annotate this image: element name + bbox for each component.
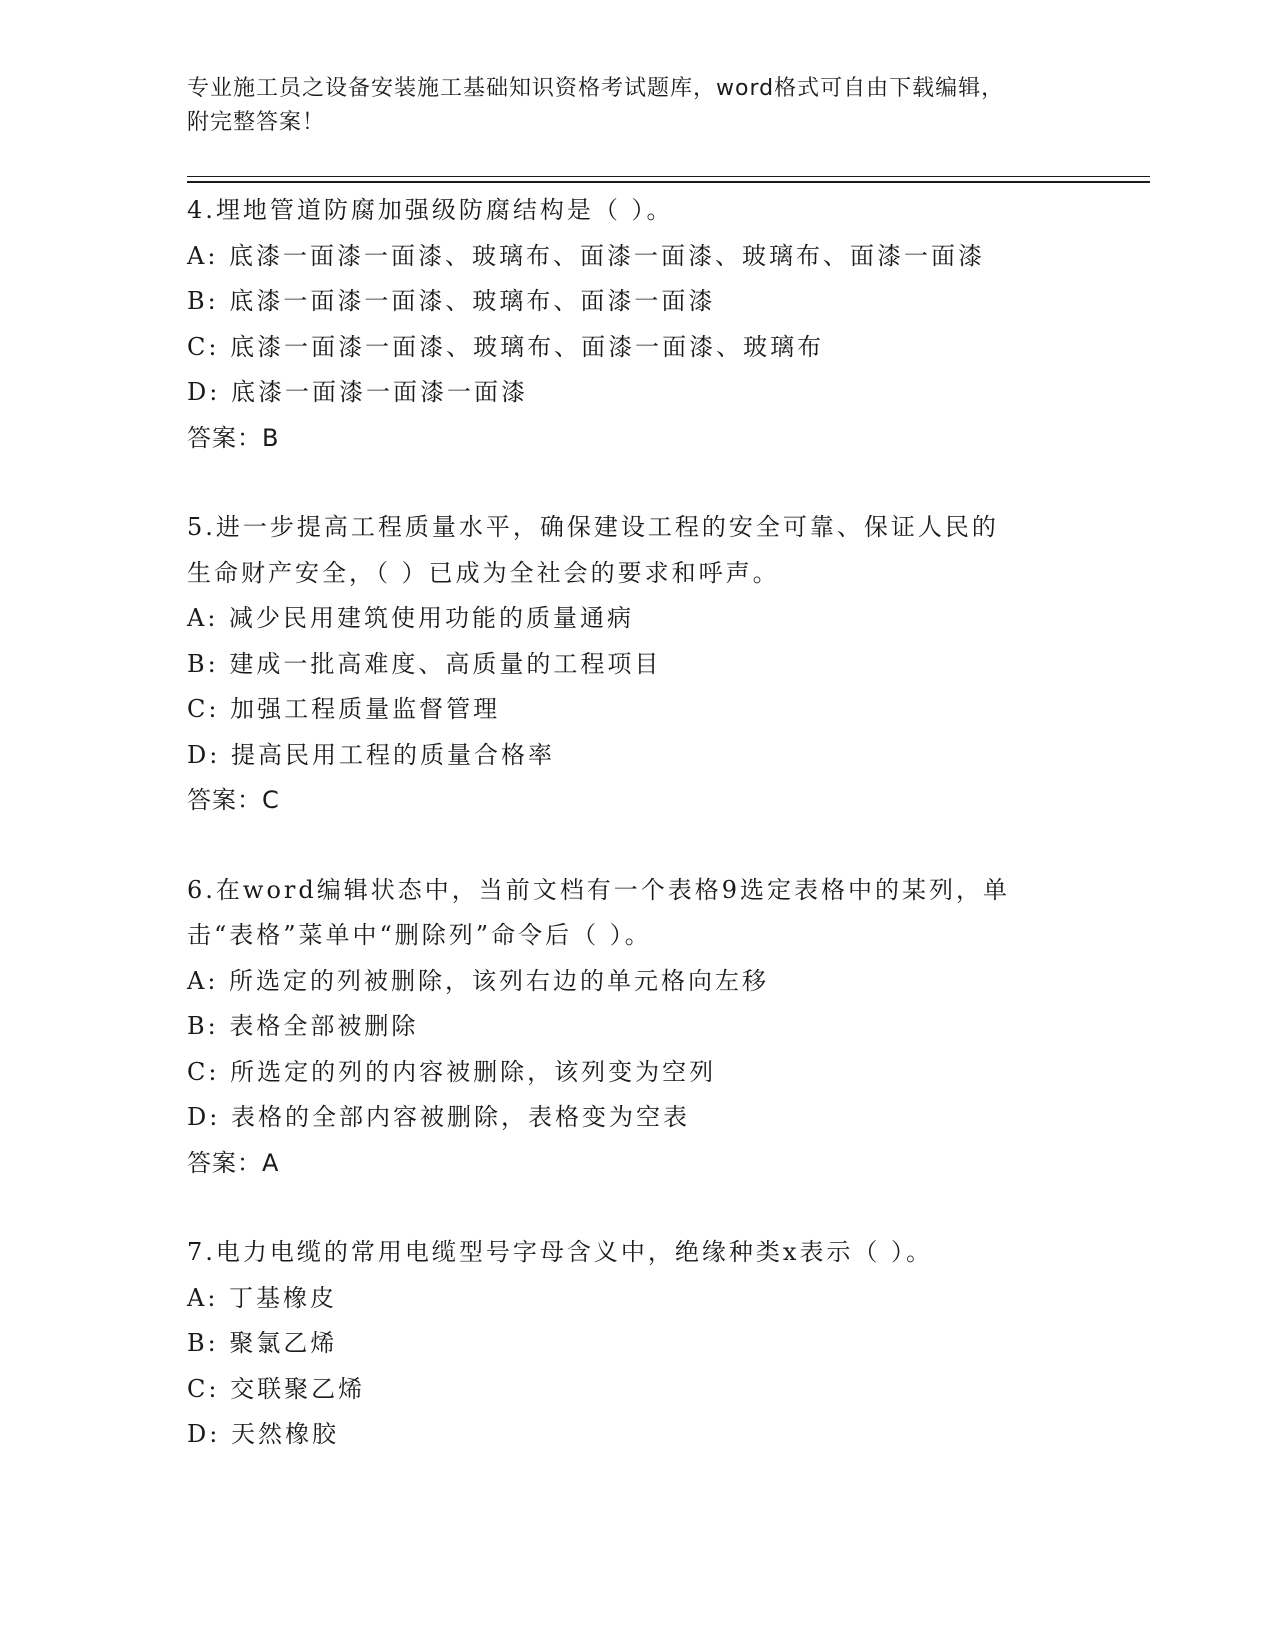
option-b: B: 建成一批高难度、高质量的工程项目 <box>187 649 662 678</box>
question-5 <box>187 505 1087 824</box>
header-divider-thin <box>187 176 1150 177</box>
option-b: B: 聚氯乙烯 <box>187 1329 338 1357</box>
option-c: C: 所选定的列的内容被删除，该列变为空列 <box>187 1057 717 1086</box>
option-d: D: 表格的全部内容被删除，表格变为空表 <box>187 1103 690 1131</box>
question-list <box>187 188 1087 1502</box>
answer-label: 答案：C <box>187 786 280 814</box>
option-a: A: 底漆一面漆一面漆、玻璃布、面漆一面漆、玻璃布、面漆一面漆 <box>187 241 986 270</box>
option-c: C: 底漆一面漆一面漆、玻璃布、面漆一面漆、玻璃布 <box>187 332 825 361</box>
option-d: D: 提高民用工程的质量合格率 <box>187 740 555 769</box>
answer-label: 答案：A <box>187 1148 280 1177</box>
question-stem-line-2: 生命财产安全，（ ）已成为全社会的要求和呼声。 <box>187 558 780 587</box>
question-stem: 7.电力电缆的常用电缆型号字母含义中，绝缘种类x表示（ ）。 <box>187 1238 934 1266</box>
header-line-1: 专业施工员之设备安装施工基础知识资格考试题库，word格式可自由下载编辑， <box>187 76 1005 101</box>
question-stem: 4.埋地管道防腐加强级防腐结构是（ ）。 <box>187 196 674 224</box>
question-4 <box>187 188 1087 461</box>
question-stem-line-1: 5.进一步提高工程质量水平，确保建设工程的安全可靠、保证人民的 <box>187 513 999 541</box>
option-a: A: 减少民用建筑使用功能的质量通病 <box>187 604 635 632</box>
option-d: D: 天然橡胶 <box>187 1420 339 1448</box>
option-a: A: 所选定的列被删除，该列右边的单元格向左移 <box>187 966 770 995</box>
option-d: D: 底漆一面漆一面漆一面漆 <box>187 378 528 406</box>
question-6 <box>187 868 1087 1187</box>
option-c: C: 加强工程质量监督管理 <box>187 695 501 723</box>
question-7 <box>187 1230 1087 1458</box>
option-b: B: 表格全部被删除 <box>187 1012 419 1040</box>
header-divider-thick <box>187 181 1150 183</box>
header-line-2: 附完整答案！ <box>187 110 326 135</box>
document-header <box>187 72 1087 140</box>
option-b: B: 底漆一面漆一面漆、玻璃布、面漆一面漆 <box>187 287 716 315</box>
option-a: A: 丁基橡皮 <box>187 1283 338 1312</box>
answer-label: 答案：B <box>187 423 280 452</box>
option-c: C: 交联聚乙烯 <box>187 1374 366 1403</box>
question-stem-line-1: 6.在word编辑状态中，当前文档有一个表格9选定表格中的某列，单 <box>187 875 1010 904</box>
question-stem-line-2: 击“表格”菜单中“删除列”命令后（ ）。 <box>187 921 652 949</box>
